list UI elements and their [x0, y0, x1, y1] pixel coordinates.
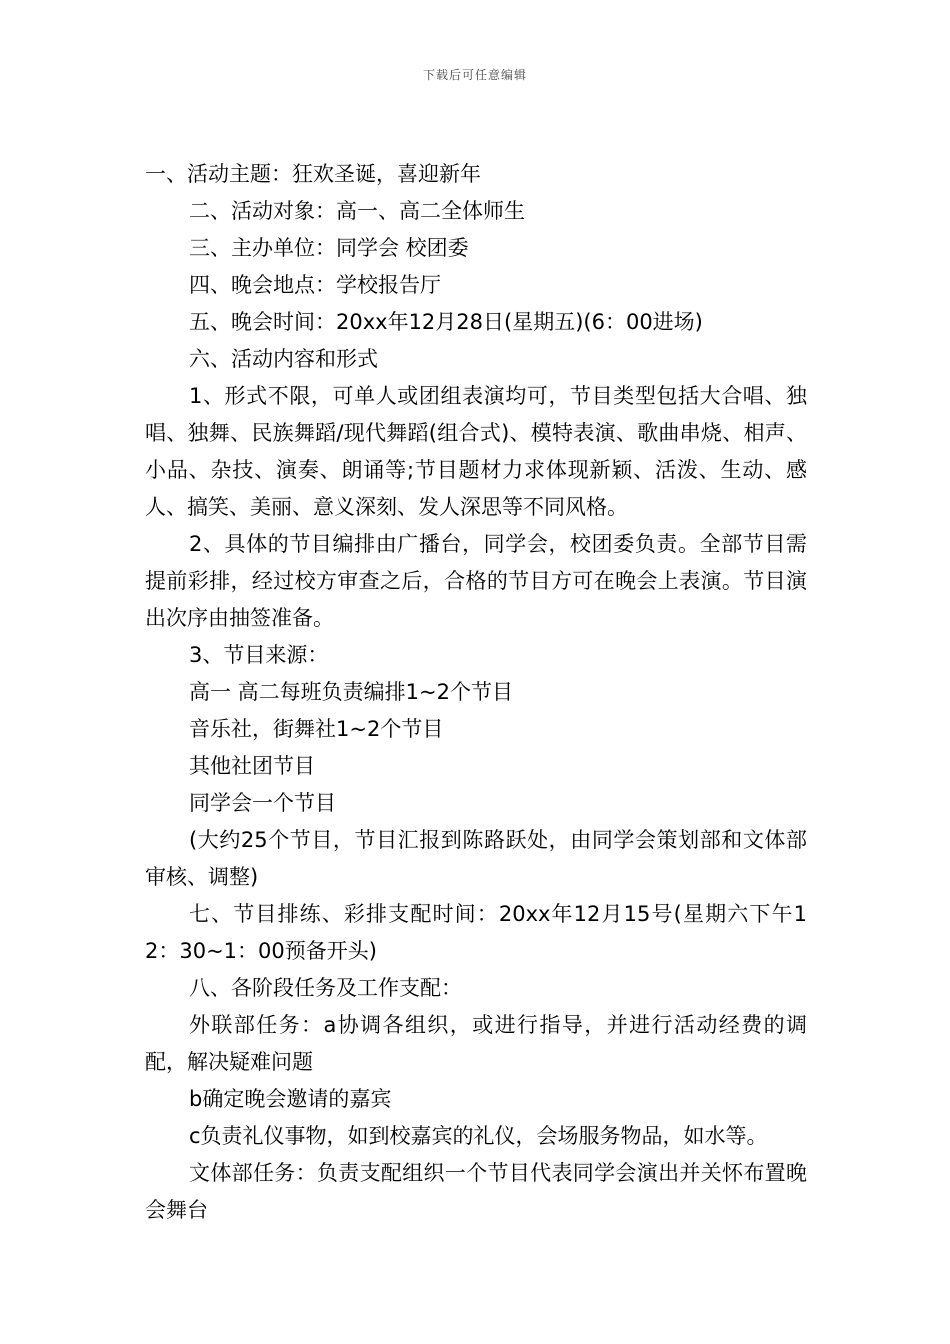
task-culture-sports: 文体部任务：负责支配组织一个节目代表同学会演出并关怀布置晚会舞台 [145, 1161, 807, 1222]
section-time: 五、晚会时间：20xx年12月28日(星期五)(6：00进场) [189, 310, 703, 334]
source-note: (大约25个节目，节目汇报到陈路跃处，由同学会策划部和文体部审核、调整) [145, 828, 807, 889]
document-body [145, 156, 807, 1229]
section-theme: 一、活动主题：狂欢圣诞，喜迎新年 [145, 162, 481, 186]
section-organizer: 三、主办单位：同学会 校团委 [189, 236, 469, 260]
content-item-2: 2、具体的节目编排由广播台，同学会，校团委负责。全部节目需提前彩排，经过校方审查之后，合格的节目方可在晚会上表演。节目演出次序由抽签准备。 [145, 532, 807, 630]
section-venue: 四、晚会地点：学校报告厅 [189, 273, 441, 297]
content-item-1: 1、形式不限，可单人或团组表演均可，节目类型包括大合唱、独唱、独舞、民族舞蹈/现代舞蹈(组合式)、模特表演、歌曲串烧、相声、小品、杂技、演奏、朗诵等;节目题材力求体现新颖、活泼、生动、感人、搞笑、美丽、意义深刻、发人深思等不同风格。 [145, 384, 807, 519]
task-external-a: 外联部任务：a协调各组织，或进行指导，并进行活动经费的调配，解决疑难问题 [145, 1013, 807, 1074]
section-audience: 二、活动对象：高一、高二全体师生 [189, 199, 525, 223]
task-external-b: b确定晚会邀请的嘉宾 [189, 1087, 392, 1111]
source-line-clubs: 音乐社，街舞社1~2个节目 [189, 717, 444, 741]
task-external-c: c负责礼仪事物，如到校嘉宾的礼仪，会场服务物品，如水等。 [189, 1124, 768, 1148]
source-line-grades: 高一 高二每班负责编排1~2个节目 [189, 680, 513, 704]
section-rehearsal: 七、节目排练、彩排支配时间：20xx年12月15号(星期六下午12：30~1：00预备开头) [145, 902, 807, 963]
section-content-heading: 六、活动内容和形式 [189, 347, 378, 371]
source-line-union: 同学会一个节目 [189, 791, 336, 815]
source-line-other: 其他社团节目 [189, 754, 315, 778]
page-header: 下载后可任意编辑 [422, 68, 527, 82]
content-item-3: 3、节目来源： [189, 643, 329, 667]
section-tasks-heading: 八、各阶段任务及工作支配： [189, 976, 462, 1000]
